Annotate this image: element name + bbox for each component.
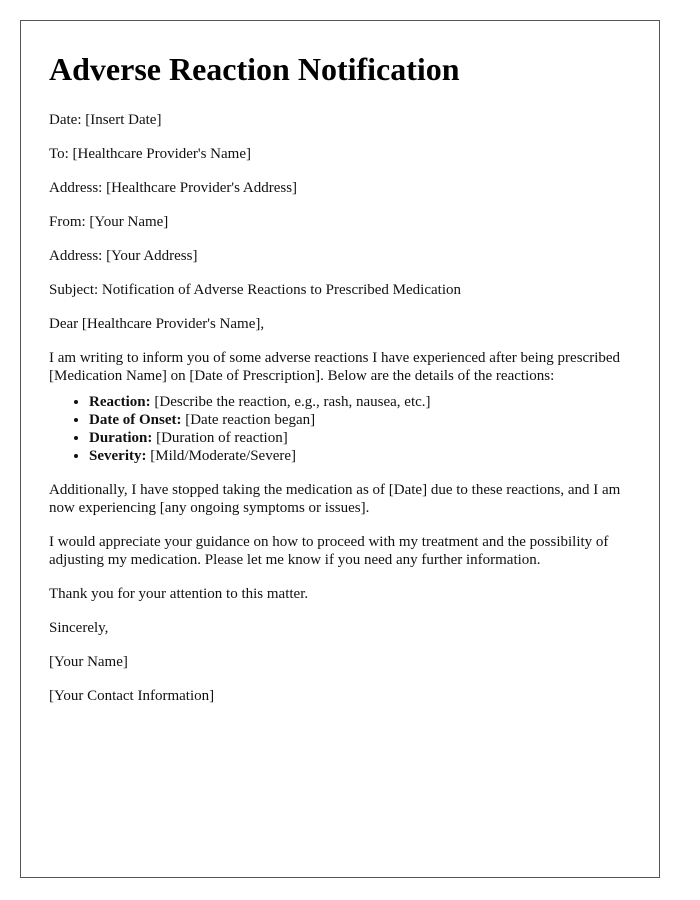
thanks-paragraph: Thank you for your attention to this matter. (49, 586, 309, 602)
salutation: Dear [Healthcare Provider's Name], (49, 316, 265, 332)
detail-value: [Duration of reaction] (152, 430, 288, 446)
recipient-name-line: To: [Healthcare Provider's Name] (49, 146, 251, 162)
detail-item-duration (89, 429, 631, 447)
date-line: Date: [Insert Date] (49, 112, 162, 128)
detail-value: [Date reaction began] (181, 412, 316, 428)
recipient-address-line: Address: [Healthcare Provider's Address] (49, 180, 298, 196)
detail-label: Reaction: (89, 394, 151, 410)
detail-value: [Mild/Moderate/Severe] (146, 448, 297, 464)
detail-label: Duration: (89, 430, 153, 446)
guidance-paragraph: I would appreciate your guidance on how to proceed with my treatment and the possibility of adjusting my medication. Please let me know if you need any further information. (49, 534, 609, 568)
detail-item-reaction (89, 393, 631, 411)
closing: Sincerely, (49, 620, 109, 636)
reaction-details-list (49, 393, 631, 465)
intro-paragraph: I am writing to inform you of some adverse reactions I have experienced after being prescribed [Medication Name] on [Date of Prescription]. Below are the details of the reactions: (49, 350, 621, 384)
detail-value: [Describe the reaction, e.g., rash, nausea, etc.] (150, 394, 431, 410)
additional-paragraph: Additionally, I have stopped taking the medication as of [Date] due to these reactions, and I am now experiencing [any ongoing symptoms or issues]. (49, 482, 621, 516)
detail-label: Severity: (89, 448, 147, 464)
signature-contact: [Your Contact Information] (49, 688, 215, 704)
detail-item-date-of-onset (89, 411, 631, 429)
sender-name-line: From: [Your Name] (49, 214, 169, 230)
sender-address-line: Address: [Your Address] (49, 248, 198, 264)
subject-line: Subject: Notification of Adverse Reactions to Prescribed Medication (49, 282, 461, 298)
detail-item-severity (89, 447, 631, 465)
letter-page (20, 20, 660, 878)
detail-label: Date of Onset: (89, 412, 182, 428)
letter-title: Adverse Reaction Notification (49, 51, 460, 87)
signature-name: [Your Name] (49, 654, 128, 670)
